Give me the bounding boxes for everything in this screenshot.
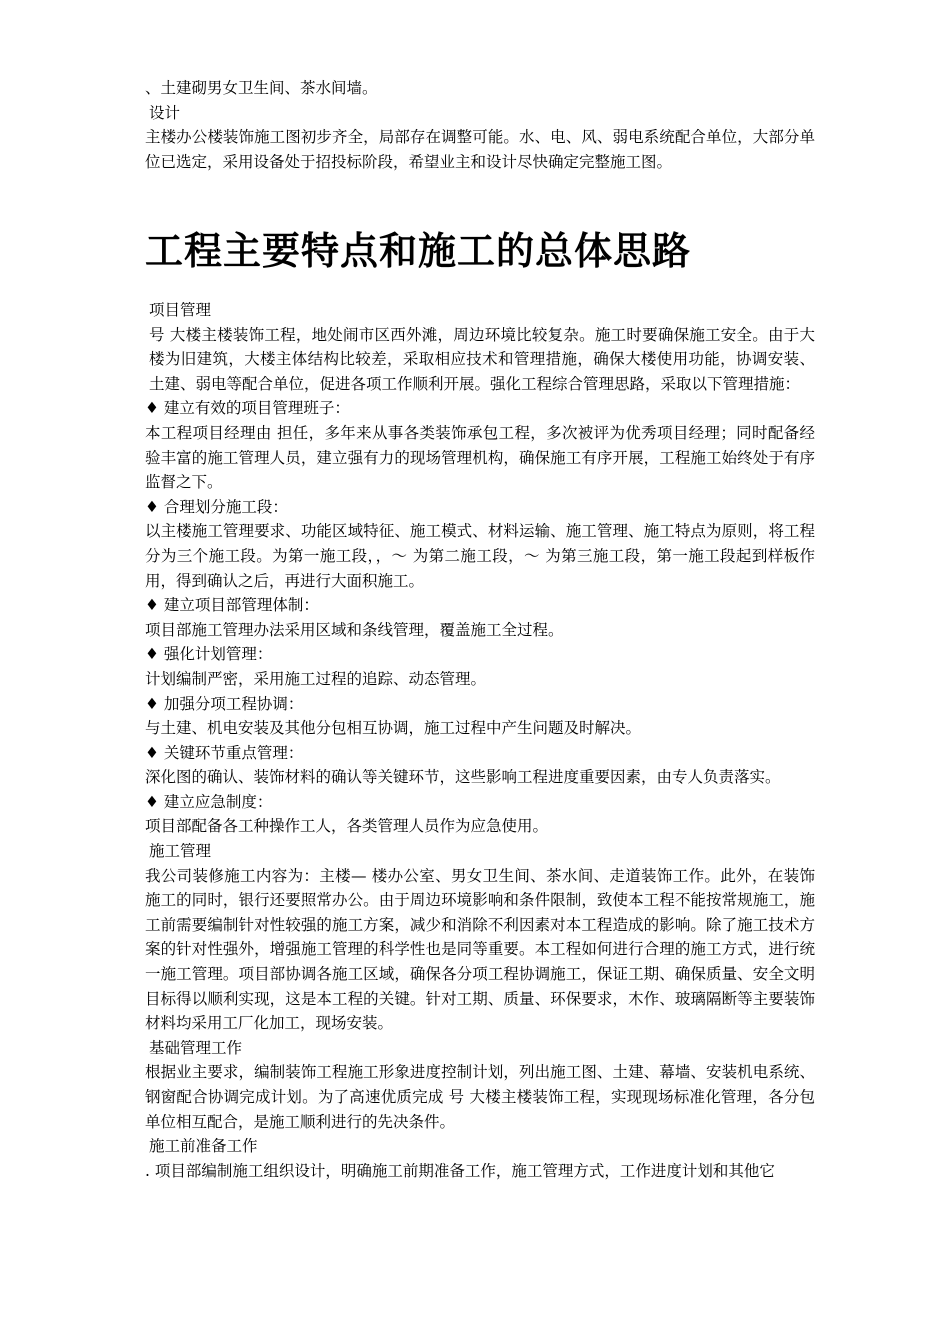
item-title: ♦ 强化计划管理： [145,645,273,664]
item-text: 以主楼施工管理要求、功能区域特征、施工模式、材料运输、施工管理、施工特点为原则，将工程分为三个施工段。为第一施工段，，～ 为第二施工段，～ 为第三施工段，第一施工段起到样板作用，得到确认之后，再进行大面积施工。 [145,522,815,590]
item-text: 项目部配备各工种操作工人，各类管理人员作为应急使用。 [145,817,549,836]
item-text: 深化图的确认、装饰材料的确认等关键环节，这些影响工程进度重要因素，由专人负责落实。 [145,768,781,787]
item-text: 本工程项目经理由 担任，多年来从事各类装饰承包工程，多次被评为优秀项目经理；同时配备经验丰富的施工管理人员，建立强有力的现场管理机构，确保施工有序开展，工程施工始终处于有序监督之下。 [145,423,815,492]
design-paragraph: 主楼办公楼装饰施工图初步齐全，局部存在调整可能。水、电、风、弱电系统配合单位，大部分单位已选定，采用设备处于招投标阶段，希望业主和设计尽快确定完整施工图。 [145,128,815,171]
basic-mgmt-paragraph: 根据业主要求，编制装饰工程施工形象进度控制计划，列出施工图、土建、幕墙、安装机电系统、钢窗配合协调完成计划。为了高速优质完成 号 大楼主楼装饰工程，实现现场标准化管理，各分包单位相互配合，是施工顺利进行的先决条件。 [145,1063,815,1131]
basic-mgmt-label: 基础管理工作 [149,1038,243,1057]
item-text: 与土建、机电安装及其他分包相互协调，施工过程中产生问题及时解决。 [145,719,642,738]
item-title: ♦ 关键环节重点管理： [145,743,304,762]
section-heading: 工程主要特点和施工的总体思路 [145,229,692,273]
prep-work-label: 施工前准备工作 [149,1137,258,1156]
item-title: ♦ 建立有效的项目管理班子： [145,399,350,418]
construction-paragraph: 我公司装修施工内容为：主楼— 楼办公室、男女卫生间、茶水间、走道装饰工作。此外，在装饰施工的同时，银行还要照常办公。由于周边环境影响和条件限制，致使本工程不能按常规施工，施工前需要编制针对性较强的施工方案，减少和消除不利因素对本工程造成的影响。除了施工技术方案的针对性强外，增强施工管理的科学性也是同等重要。本工程如何进行合理的施工方式，进行统一施工管理。项目部协调各施工区域，确保各分项工程协调施工，保证工期、确保质量、安全文明目标得以顺利实现，这是本工程的关键。针对工期、质量、环保要求，木作、玻璃隔断等主要装饰材料均采用工厂化加工，现场安装。 [145,866,815,1033]
item-title: ♦ 建立应急制度： [145,792,273,811]
item-title: ♦ 加强分项工程协调： [145,694,304,713]
item-title: ♦ 建立项目部管理体制： [145,596,319,615]
item-text: 计划编制严密，采用施工过程的追踪、动态管理。 [145,669,487,688]
item-title: ♦ 合理划分施工段： [145,497,288,516]
project-mgmt-paragraph: 号 大楼主楼装饰工程，地处闹市区西外滩，周边环境比较复杂。施工时要确保施工安全。由于大楼为旧建筑，大楼主体结构比较差，采取相应技术和管理措施，确保大楼使用功能，协调安装、土建、弱电等配合单位，促进各项工作顺利开展。强化工程综合管理思路，采取以下管理措施： [149,325,815,393]
intro-line: 、土建砌男女卫生间、茶水间墙。 [145,79,378,97]
construction-label: 施工管理 [149,842,212,861]
design-label: 设计 [149,103,181,122]
project-mgmt-label: 项目管理 [149,301,212,319]
intro-block [145,76,815,174]
item-text: 项目部施工管理办法采用区域和条线管理，覆盖施工全过程。 [145,620,564,639]
prep-work-paragraph: . 项目部编制施工组织设计，明确施工前期准备工作，施工管理方式，工作进度计划和其他它 [145,1161,775,1180]
main-content [145,298,815,1183]
